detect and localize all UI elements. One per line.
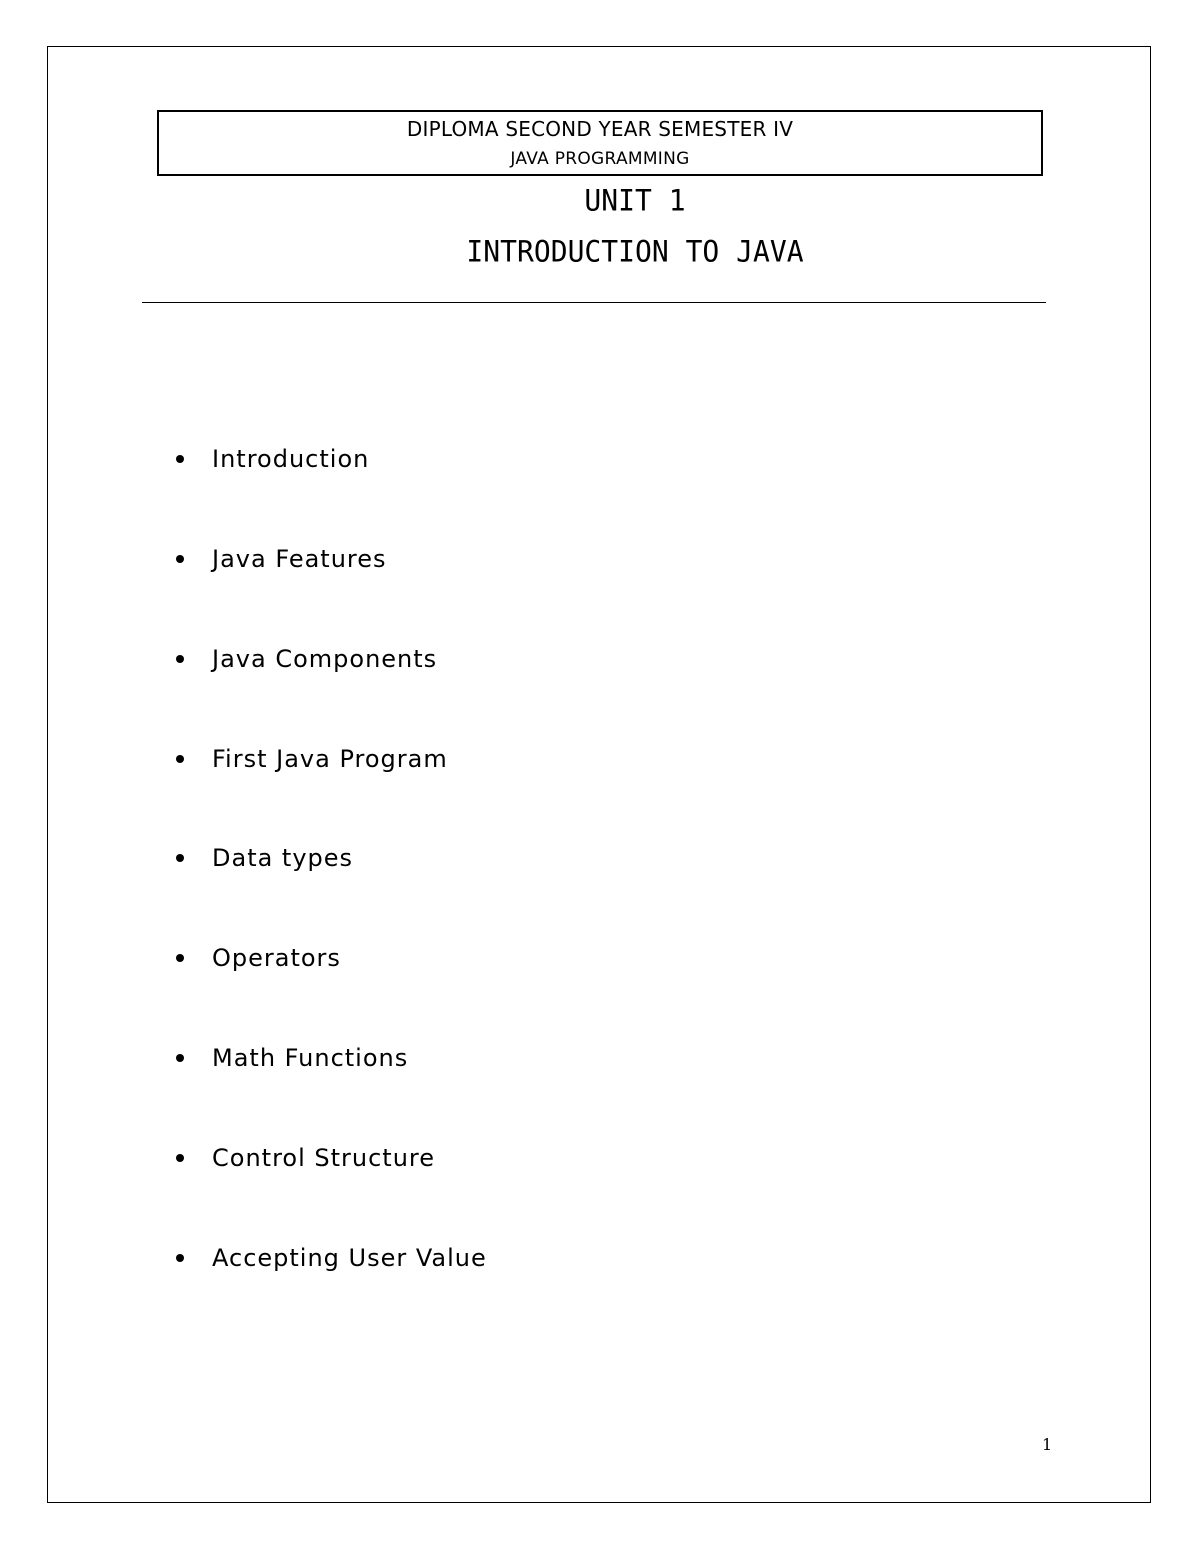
topic-item: [176, 940, 341, 976]
topic-label: Operators: [212, 944, 341, 972]
unit-title: INTRODUCTION TO JAVA: [466, 234, 804, 269]
bullet-icon: [176, 1054, 184, 1062]
topic-label: First Java Program: [212, 745, 448, 773]
topic-item: [176, 641, 437, 677]
subject-heading: JAVA PROGRAMMING: [510, 149, 690, 169]
unit-number: UNIT 1: [584, 183, 686, 218]
topic-item: [176, 741, 448, 777]
course-heading: DIPLOMA SECOND YEAR SEMESTER IV: [406, 117, 794, 141]
page-number: 1: [1042, 1435, 1053, 1454]
title-divider: [142, 302, 1046, 303]
bullet-icon: [176, 755, 184, 763]
topic-label: Math Functions: [212, 1044, 409, 1072]
topic-item: [176, 1040, 408, 1076]
bullet-icon: [176, 555, 184, 563]
bullet-icon: [176, 455, 184, 463]
topic-item: [176, 541, 387, 577]
topic-label: Control Structure: [212, 1144, 436, 1172]
bullet-icon: [176, 1254, 184, 1262]
bullet-icon: [176, 655, 184, 663]
topic-label: Accepting User Value: [212, 1244, 487, 1272]
course-header-box: [157, 110, 1043, 176]
topic-label: Java Features: [212, 545, 387, 573]
topic-label: Java Components: [212, 645, 438, 673]
topic-item: [176, 840, 353, 876]
bullet-icon: [176, 854, 184, 862]
topic-label: Data types: [212, 844, 354, 872]
topic-item: [176, 1240, 487, 1276]
topic-item: [176, 441, 369, 477]
topic-label: Introduction: [212, 445, 370, 473]
bullet-icon: [176, 954, 184, 962]
bullet-icon: [176, 1154, 184, 1162]
topic-item: [176, 1140, 435, 1176]
